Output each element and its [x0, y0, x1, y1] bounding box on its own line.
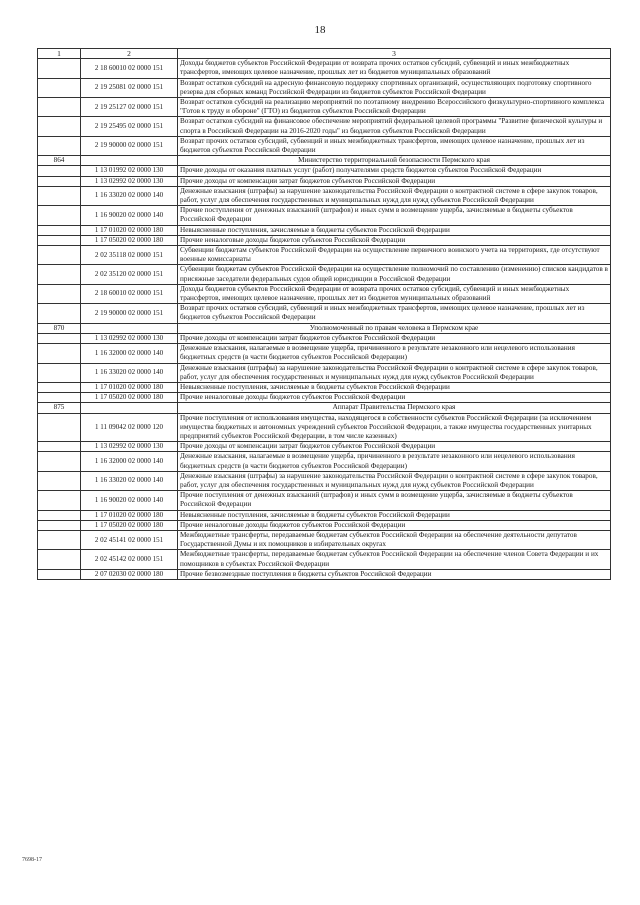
admin-code-cell — [38, 333, 81, 343]
admin-code-cell — [38, 569, 81, 579]
revenue-code-cell: 1 16 90020 02 0000 140 — [81, 491, 178, 510]
table-row — [38, 471, 611, 490]
revenue-code-cell: 1 11 09042 02 0000 120 — [81, 413, 178, 442]
table-row — [38, 176, 611, 186]
description-cell: Доходы бюджетов субъектов Российской Федерации от возврата прочих остатков субсидий, субвенций и иных межбюджетных трансфертов, имеющих целевое назначение, прошлых лет из бюджетов муниципальных образований — [178, 284, 611, 303]
header-col-1: 1 — [38, 49, 81, 59]
revenue-code-cell: 2 19 90000 02 0000 151 — [81, 136, 178, 155]
admin-code-cell — [38, 393, 81, 403]
revenue-code-cell: 2 19 25127 02 0000 151 — [81, 98, 178, 117]
revenue-code-cell: 1 16 33020 02 0000 140 — [81, 471, 178, 490]
page-number: 18 — [314, 24, 326, 36]
description-cell: Денежные взыскания, налагаемые в возмещение ущерба, причиненного в результате незаконного или нецелевого использования бюджетных средств (в части бюджетов субъектов Российской Федерации) — [178, 452, 611, 471]
description-cell: Прочие поступления от использования имущества, находящегося в собственности субъектов Российской Федерации (за исключением имущества бюджетных и автономных учреждений субъектов Российской Федерации, а также имущества государственных унитарных предприятий субъектов Российской Федерации, в том числе казенных) — [178, 413, 611, 442]
admin-code-cell — [38, 225, 81, 235]
admin-code-cell — [38, 59, 81, 78]
revenue-code-cell: 1 16 32000 02 0000 140 — [81, 344, 178, 363]
table-row — [38, 225, 611, 235]
description-cell: Денежные взыскания (штрафы) за нарушение законодательства Российской Федерации о контрактной системе в сфере закупок товаров, работ, услуг для обеспечения государственных и муниципальных нужд для нужд субъектов Российской Федерации — [178, 186, 611, 205]
revenue-code-cell — [81, 403, 178, 413]
admin-code-cell: 875 — [38, 403, 81, 413]
admin-code-cell — [38, 206, 81, 225]
table-row — [38, 442, 611, 452]
description-cell: Прочие доходы от компенсации затрат бюджетов субъектов Российской Федерации — [178, 333, 611, 343]
revenue-code-cell: 2 02 45141 02 0000 151 — [81, 530, 178, 549]
admin-code-cell — [38, 491, 81, 510]
section-title-cell: Уполномоченный по правам человека в Пермском крае — [178, 323, 611, 333]
revenue-code-cell — [81, 323, 178, 333]
admin-code-cell — [38, 363, 81, 382]
admin-code-cell: 870 — [38, 323, 81, 333]
admin-code-cell — [38, 382, 81, 392]
table-row — [38, 363, 611, 382]
admin-code-cell — [38, 166, 81, 176]
section-title-cell: Министерство территориальной безопасности Пермского края — [178, 156, 611, 166]
revenue-code-cell: 1 17 01020 02 0000 180 — [81, 510, 178, 520]
table-row — [38, 304, 611, 323]
table-row — [38, 136, 611, 155]
table-row — [38, 382, 611, 392]
description-cell: Субвенции бюджетам субъектов Российской Федерации на осуществление первичного воинского учета на территориях, где отсутствуют военные комиссариаты — [178, 246, 611, 265]
revenue-code-cell: 2 18 60010 02 0000 151 — [81, 59, 178, 78]
revenue-code-cell: 2 02 45142 02 0000 151 — [81, 550, 178, 569]
table-row — [38, 78, 611, 97]
table-row — [38, 333, 611, 343]
table-row — [38, 206, 611, 225]
description-cell: Прочие неналоговые доходы бюджетов субъектов Российской Федерации — [178, 520, 611, 530]
revenue-code-cell: 2 07 02030 02 0000 180 — [81, 569, 178, 579]
revenue-code-cell: 2 02 35118 02 0000 151 — [81, 246, 178, 265]
revenue-code-cell: 2 19 90000 02 0000 151 — [81, 304, 178, 323]
description-cell: Прочие поступления от денежных взысканий (штрафов) и иных сумм в возмещение ущерба, зачисляемые в бюджеты субъектов Российской Федерации — [178, 206, 611, 225]
table-row — [38, 452, 611, 471]
table-row — [38, 284, 611, 303]
revenue-code-cell: 1 17 05020 02 0000 180 — [81, 520, 178, 530]
admin-code-cell — [38, 413, 81, 442]
description-cell: Возврат остатков субсидий на реализацию мероприятий по поэтапному внедрению Всероссийского физкультурно-спортивного комплекса "Готов к труду и обороне" (ГТО) из бюджетов субъектов Российской Федерации — [178, 98, 611, 117]
table-row — [38, 166, 611, 176]
admin-code-cell — [38, 452, 81, 471]
admin-code-cell — [38, 98, 81, 117]
admin-code-cell: 864 — [38, 156, 81, 166]
revenue-code-cell: 1 13 02992 02 0000 130 — [81, 176, 178, 186]
admin-code-cell — [38, 117, 81, 136]
table-row — [38, 265, 611, 284]
description-cell: Прочие доходы от компенсации затрат бюджетов субъектов Российской Федерации — [178, 442, 611, 452]
description-cell: Невыясненные поступления, зачисляемые в бюджеты субъектов Российской Федерации — [178, 225, 611, 235]
revenue-code-cell: 2 18 60010 02 0000 151 — [81, 284, 178, 303]
revenue-code-cell: 1 16 33020 02 0000 140 — [81, 363, 178, 382]
table-row — [38, 413, 611, 442]
header-row — [38, 49, 611, 59]
description-cell: Денежные взыскания, налагаемые в возмещение ущерба, причиненного в результате незаконного или нецелевого использования бюджетных средств (в части бюджетов субъектов Российской Федерации) — [178, 344, 611, 363]
description-cell: Денежные взыскания (штрафы) за нарушение законодательства Российской Федерации о контрактной системе в сфере закупок товаров, работ, услуг для обеспечения государственных и муниципальных нужд для нужд субъектов Российской Федерации — [178, 471, 611, 490]
admin-code-cell — [38, 510, 81, 520]
admin-code-cell — [38, 471, 81, 490]
revenue-code-cell: 1 17 01020 02 0000 180 — [81, 382, 178, 392]
revenue-code-cell: 1 17 05020 02 0000 180 — [81, 235, 178, 245]
revenue-code-cell: 2 19 25495 02 0000 151 — [81, 117, 178, 136]
admin-code-cell — [38, 344, 81, 363]
admin-code-cell — [38, 186, 81, 205]
description-cell: Прочие безвозмездные поступления в бюджеты субъектов Российской Федерации — [178, 569, 611, 579]
revenue-code-cell — [81, 156, 178, 166]
revenue-code-cell: 1 17 05020 02 0000 180 — [81, 393, 178, 403]
table-body — [38, 49, 611, 580]
description-cell: Межбюджетные трансферты, передаваемые бюджетам субъектов Российской Федерации на обеспечение членов Совета Федерации и их помощников в субъектах Российской Федерации — [178, 550, 611, 569]
section-row — [38, 323, 611, 333]
admin-code-cell — [38, 442, 81, 452]
section-row — [38, 156, 611, 166]
admin-code-cell — [38, 284, 81, 303]
description-cell: Денежные взыскания (штрафы) за нарушение законодательства Российской Федерации о контрактной системе в сфере закупок товаров, работ, услуг для обеспечения государственных и муниципальных нужд для нужд субъектов Российской Федерации — [178, 363, 611, 382]
revenue-codes-table — [37, 48, 611, 580]
admin-code-cell — [38, 235, 81, 245]
revenue-code-cell: 1 13 02992 02 0000 130 — [81, 442, 178, 452]
table-row — [38, 491, 611, 510]
revenue-code-cell: 2 02 35120 02 0000 151 — [81, 265, 178, 284]
admin-code-cell — [38, 78, 81, 97]
table-row — [38, 520, 611, 530]
table-row — [38, 344, 611, 363]
description-cell: Прочие неналоговые доходы бюджетов субъектов Российской Федерации — [178, 235, 611, 245]
table-row — [38, 393, 611, 403]
description-cell: Субвенции бюджетам субъектов Российской Федерации на осуществление полномочий по составлению (изменению) списков кандидатов в присяжные заседатели федеральных судов общей юрисдикции в Российской Федерации — [178, 265, 611, 284]
revenue-code-cell: 1 13 02992 02 0000 130 — [81, 333, 178, 343]
table-row — [38, 59, 611, 78]
document-code: 7698-17 — [22, 857, 42, 863]
description-cell: Невыясненные поступления, зачисляемые в бюджеты субъектов Российской Федерации — [178, 382, 611, 392]
admin-code-cell — [38, 550, 81, 569]
table-row — [38, 98, 611, 117]
revenue-code-cell: 1 16 32000 02 0000 140 — [81, 452, 178, 471]
table-row — [38, 246, 611, 265]
description-cell: Возврат прочих остатков субсидий, субвенций и иных межбюджетных трансфертов, имеющих целевое назначение, прошлых лет из бюджетов субъектов Российской Федерации — [178, 304, 611, 323]
admin-code-cell — [38, 520, 81, 530]
admin-code-cell — [38, 530, 81, 549]
section-title-cell: Аппарат Правительства Пермского края — [178, 403, 611, 413]
description-cell: Межбюджетные трансферты, передаваемые бюджетам субъектов Российской Федерации на обеспечение деятельности депутатов Государственной Думы и их помощников в избирательных округах — [178, 530, 611, 549]
table-row — [38, 510, 611, 520]
description-cell: Прочие доходы от компенсации затрат бюджетов субъектов Российской Федерации — [178, 176, 611, 186]
description-cell: Возврат остатков субсидий на финансовое обеспечение мероприятий федеральной целевой программы "Развитие физической культуры и спорта в Российской Федерации на 2016-2020 годы" из бюджетов субъектов Российской Федерации — [178, 117, 611, 136]
description-cell: Прочие неналоговые доходы бюджетов субъектов Российской Федерации — [178, 393, 611, 403]
revenue-code-cell: 1 17 01020 02 0000 180 — [81, 225, 178, 235]
header-col-2: 2 — [81, 49, 178, 59]
table-row — [38, 117, 611, 136]
table-row — [38, 235, 611, 245]
revenue-code-cell: 1 13 01992 02 0000 130 — [81, 166, 178, 176]
section-row — [38, 403, 611, 413]
revenue-code-cell: 2 19 25081 02 0000 151 — [81, 78, 178, 97]
table-row — [38, 569, 611, 579]
description-cell: Прочие поступления от денежных взысканий (штрафов) и иных сумм в возмещение ущерба, зачисляемые в бюджеты субъектов Российской Федерации — [178, 491, 611, 510]
description-cell: Невыясненные поступления, зачисляемые в бюджеты субъектов Российской Федерации — [178, 510, 611, 520]
description-cell: Возврат прочих остатков субсидий, субвенций и иных межбюджетных трансфертов, имеющих целевое назначение, прошлых лет из бюджетов субъектов Российской Федерации — [178, 136, 611, 155]
table-row — [38, 530, 611, 549]
admin-code-cell — [38, 136, 81, 155]
table-row — [38, 550, 611, 569]
table-row — [38, 186, 611, 205]
admin-code-cell — [38, 265, 81, 284]
admin-code-cell — [38, 304, 81, 323]
admin-code-cell — [38, 246, 81, 265]
description-cell: Возврат остатков субсидий на адресную финансовую поддержку спортивных организаций, осуществляющих подготовку спортивного резерва для сборных команд Российской Федерации из бюджетов субъектов Российской Федерации — [178, 78, 611, 97]
description-cell: Доходы бюджетов субъектов Российской Федерации от возврата прочих остатков субсидий, субвенций и иных межбюджетных трансфертов, имеющих целевое назначение, прошлых лет из бюджетов муниципальных образований — [178, 59, 611, 78]
header-col-3: 3 — [178, 49, 611, 59]
admin-code-cell — [38, 176, 81, 186]
revenue-code-cell: 1 16 90020 02 0000 140 — [81, 206, 178, 225]
description-cell: Прочие доходы от оказания платных услуг (работ) получателями средств бюджетов субъектов Российской Федерации — [178, 166, 611, 176]
revenue-code-cell: 1 16 33020 02 0000 140 — [81, 186, 178, 205]
